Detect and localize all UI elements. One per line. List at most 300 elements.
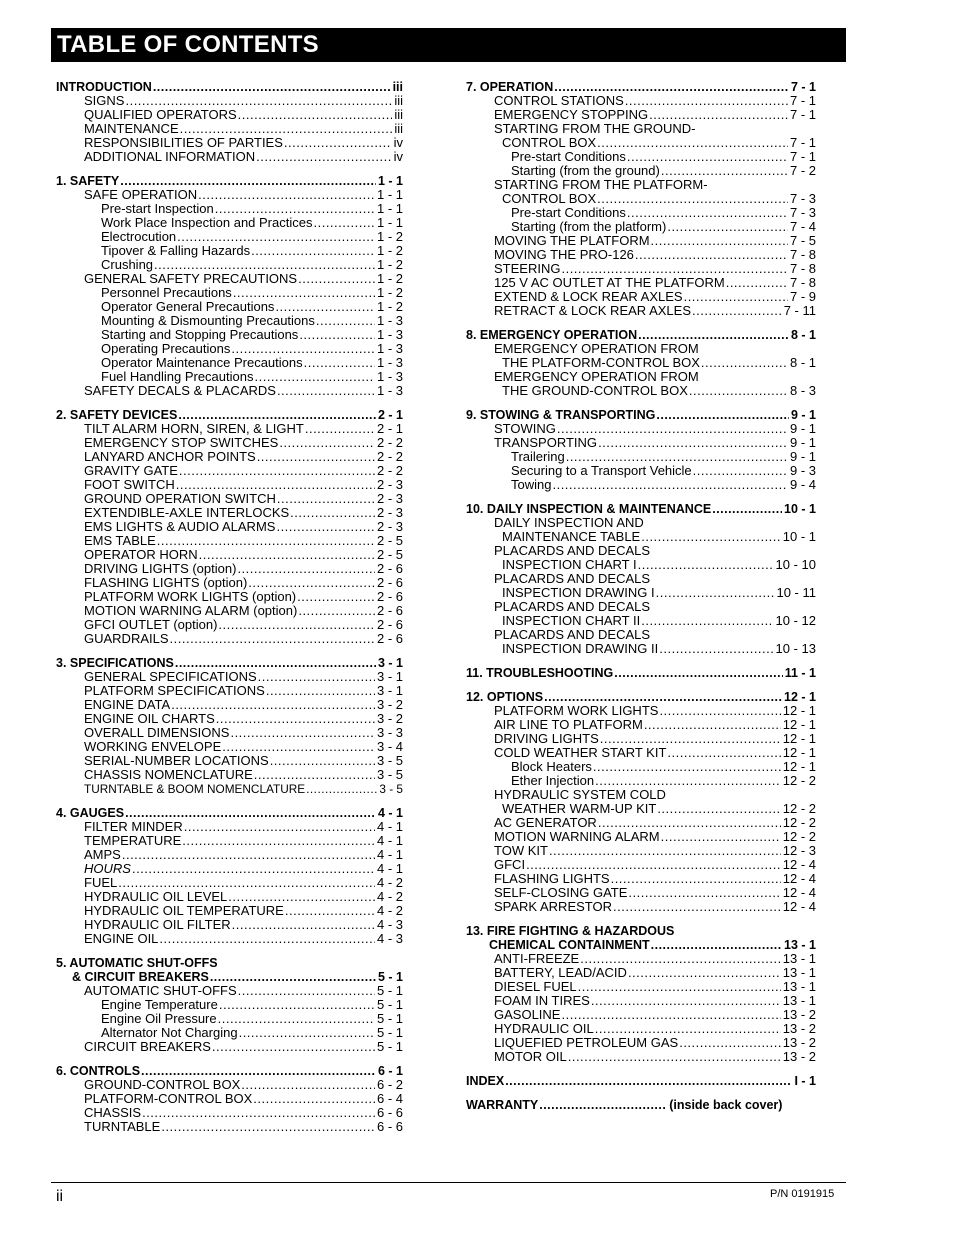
- dot-leader: [316, 314, 375, 328]
- toc-entry-label: STOWING: [494, 421, 556, 436]
- toc-entry[interactable]: [466, 760, 816, 774]
- toc-entry[interactable]: [56, 604, 403, 618]
- toc-entry-label: INSPECTION DRAWING II: [502, 641, 659, 656]
- toc-entry-page: 2 - 3: [376, 505, 403, 520]
- footer-divider: [51, 1182, 846, 1183]
- dot-leader: [120, 174, 376, 188]
- toc-entry-label: INSPECTION CHART I: [502, 557, 637, 572]
- dot-leader: [178, 408, 376, 422]
- toc-entry[interactable]: [466, 178, 816, 192]
- toc-entry[interactable]: [466, 802, 816, 816]
- toc-entry-label: GRAVITY GATE: [84, 463, 178, 478]
- toc-entry-label: MOTION WARNING ALARM (option): [84, 603, 298, 618]
- toc-entry-page: 13 - 1: [782, 979, 816, 994]
- toc-entry[interactable]: [56, 436, 403, 450]
- toc-chapter-entry[interactable]: [56, 970, 403, 984]
- toc-entry[interactable]: [56, 272, 403, 286]
- toc-entry-label: THE PLATFORM-CONTROL BOX: [502, 355, 700, 370]
- toc-entry-page: 8 - 3: [789, 383, 816, 398]
- toc-chapter-entry[interactable]: [56, 408, 403, 422]
- toc-entry[interactable]: [56, 342, 403, 356]
- toc-entry[interactable]: [466, 248, 816, 262]
- toc-entry[interactable]: [466, 262, 816, 276]
- toc-entry-label: MOVING THE PRO-126: [494, 247, 634, 262]
- toc-chapter-entry[interactable]: [56, 80, 403, 94]
- toc-entry-page: 1 - 2: [376, 285, 403, 300]
- toc-entry[interactable]: [56, 230, 403, 244]
- toc-entry-label: SERIAL-NUMBER LOCATIONS: [84, 753, 269, 768]
- dot-leader: [554, 80, 789, 94]
- toc-chapter-entry[interactable]: [466, 938, 816, 952]
- toc-chapter-entry[interactable]: [56, 1064, 403, 1078]
- toc-entry[interactable]: [466, 544, 816, 558]
- toc-entry[interactable]: [466, 966, 816, 980]
- dot-leader: [591, 994, 781, 1008]
- toc-entry-page: 10 - 1: [782, 529, 816, 544]
- toc-entry-page: 6 - 4: [376, 1091, 403, 1106]
- toc-entry-page: 7 - 1: [789, 149, 816, 164]
- toc-entry[interactable]: [466, 1022, 816, 1036]
- toc-entry-page: 10 - 11: [776, 585, 816, 600]
- dot-leader: [549, 844, 781, 858]
- toc-entry-page: 7 - 5: [789, 233, 816, 248]
- toc-entry-label: INDEX: [466, 1074, 505, 1088]
- toc-entry-page: 6 - 1: [377, 1064, 403, 1078]
- toc-entry[interactable]: [466, 558, 816, 572]
- dot-leader: [238, 984, 375, 998]
- toc-entry-page: 2 - 2: [376, 449, 403, 464]
- toc-entry[interactable]: [466, 192, 816, 206]
- toc-entry[interactable]: [466, 164, 816, 178]
- toc-entry-page: 1 - 3: [376, 383, 403, 398]
- page-title: TABLE OF CONTENTS: [57, 31, 319, 58]
- toc-entry-label: RETRACT & LOCK REAR AXLES: [494, 303, 691, 318]
- toc-entry-page: 12 - 4: [782, 899, 816, 914]
- dot-leader: [598, 816, 781, 830]
- toc-entry-label: TRANSPORTING: [494, 435, 598, 450]
- toc-entry[interactable]: [56, 202, 403, 216]
- toc-entry-label: PLATFORM SPECIFICATIONS: [84, 683, 265, 698]
- toc-entry-label: SELF-CLOSING GATE: [494, 885, 628, 900]
- dot-leader: [305, 422, 375, 436]
- toc-entry-label: HYDRAULIC SYSTEM COLD: [494, 787, 666, 802]
- toc-entry[interactable]: [466, 572, 816, 586]
- toc-entry[interactable]: [466, 774, 816, 788]
- toc-chapter-entry[interactable]: [466, 666, 816, 680]
- toc-entry-page: 5 - 1: [376, 997, 403, 1012]
- toc-entry[interactable]: [56, 918, 403, 932]
- toc-entry[interactable]: [56, 216, 403, 230]
- toc-entry-label: MAINTENANCE: [84, 121, 179, 136]
- toc-entry-page: 13 - 1: [782, 993, 816, 1008]
- toc-entry[interactable]: [56, 314, 403, 328]
- toc-entry[interactable]: [466, 304, 816, 318]
- toc-chapter-entry[interactable]: [466, 1098, 816, 1112]
- toc-section: [56, 80, 403, 164]
- toc-entry[interactable]: [466, 858, 816, 872]
- toc-entry[interactable]: [56, 782, 403, 796]
- toc-entry[interactable]: [56, 94, 403, 108]
- toc-entry-page: 4 - 3: [376, 931, 403, 946]
- toc-entry[interactable]: [466, 290, 816, 304]
- toc-entry[interactable]: [56, 548, 403, 562]
- toc-entry[interactable]: [466, 642, 816, 656]
- toc-entry[interactable]: [466, 1050, 816, 1064]
- toc-entry[interactable]: [466, 436, 816, 450]
- toc-section: [56, 656, 403, 796]
- toc-entry[interactable]: [56, 492, 403, 506]
- toc-entry[interactable]: [56, 108, 403, 122]
- toc-entry[interactable]: [56, 932, 403, 946]
- toc-chapter-entry[interactable]: [466, 690, 816, 704]
- toc-entry-page: 10 - 13: [775, 641, 816, 656]
- toc-entry-label: GUARDRAILS: [84, 631, 169, 646]
- toc-entry-label: AMPS: [84, 847, 121, 862]
- toc-entry[interactable]: [466, 450, 816, 464]
- toc-entry[interactable]: [466, 94, 816, 108]
- toc-entry[interactable]: [466, 886, 816, 900]
- toc-chapter-entry[interactable]: [466, 502, 816, 516]
- toc-entry-label: WEATHER WARM-UP KIT: [502, 801, 657, 816]
- toc-entry-label: ENGINE OIL CHARTS: [84, 711, 215, 726]
- dot-leader: [132, 862, 375, 876]
- toc-entry-label: TOW KIT: [494, 843, 548, 858]
- toc-entry-page: 13 - 1: [782, 951, 816, 966]
- toc-entry-page: 12 - 4: [782, 885, 816, 900]
- dot-leader: [170, 632, 375, 646]
- dot-leader: [118, 876, 375, 890]
- toc-chapter-entry[interactable]: [466, 924, 816, 938]
- toc-entry-label: EMERGENCY OPERATION FROM: [494, 369, 699, 384]
- title-bar: [51, 28, 846, 62]
- toc-entry[interactable]: [466, 614, 816, 628]
- toc-chapter-entry[interactable]: [466, 80, 816, 94]
- dot-leader: [597, 136, 788, 150]
- toc-entry[interactable]: [56, 768, 403, 782]
- toc-entry-page: 12 - 4: [782, 871, 816, 886]
- toc-entry-label: CIRCUIT BREAKERS: [84, 1039, 211, 1054]
- toc-entry[interactable]: [56, 384, 403, 398]
- toc-entry[interactable]: [56, 618, 403, 632]
- toc-entry[interactable]: [56, 984, 403, 998]
- toc-entry[interactable]: [56, 576, 403, 590]
- toc-entry-label: CONTROL STATIONS: [494, 93, 624, 108]
- toc-entry[interactable]: [56, 422, 403, 436]
- toc-entry[interactable]: [466, 220, 816, 234]
- toc-entry[interactable]: [466, 356, 816, 370]
- toc-entry[interactable]: [466, 122, 816, 136]
- toc-entry-label: 2. SAFETY DEVICES: [56, 408, 178, 422]
- toc-entry-label: Personnel Precautions: [101, 285, 232, 300]
- toc-entry[interactable]: [56, 848, 403, 862]
- toc-entry[interactable]: [56, 712, 403, 726]
- toc-entry-page: 12 - 2: [782, 773, 816, 788]
- toc-section: [466, 328, 816, 398]
- toc-entry-page: 9 - 4: [789, 477, 816, 492]
- toc-entry-page: 4 - 1: [377, 806, 403, 820]
- toc-chapter-entry[interactable]: [56, 806, 403, 820]
- dot-leader: [661, 830, 781, 844]
- toc-entry-label: FUEL: [84, 875, 118, 890]
- toc-entry-label: 8. EMERGENCY OPERATION: [466, 328, 638, 342]
- toc-chapter-entry[interactable]: [466, 1074, 816, 1088]
- toc-entry-label: EMS LIGHTS & AUDIO ALARMS: [84, 519, 276, 534]
- dot-leader: [212, 1040, 375, 1054]
- toc-entry-label: OPERATOR HORN: [84, 547, 198, 562]
- toc-entry-label: DRIVING LIGHTS: [494, 731, 599, 746]
- toc-entry[interactable]: [466, 530, 816, 544]
- toc-entry[interactable]: [466, 342, 816, 356]
- toc-entry[interactable]: [56, 670, 403, 684]
- toc-entry-label: WARRANTY: [466, 1098, 539, 1112]
- toc-section: [466, 408, 816, 492]
- toc-chapter-entry[interactable]: [466, 408, 816, 422]
- toc-entry-page: 4 - 3: [376, 917, 403, 932]
- toc-entry[interactable]: [466, 586, 816, 600]
- toc-entry[interactable]: [56, 754, 403, 768]
- toc-entry[interactable]: [56, 820, 403, 834]
- toc-entry-page: 11 - 1: [784, 666, 816, 680]
- toc-entry[interactable]: [56, 698, 403, 712]
- toc-entry-page: 12 - 1: [782, 717, 816, 732]
- toc-entry[interactable]: [466, 952, 816, 966]
- toc-entry-label: LANYARD ANCHOR POINTS: [84, 449, 256, 464]
- toc-entry-label: Mounting & Dismounting Precautions: [101, 313, 315, 328]
- dot-leader: [270, 754, 375, 768]
- toc-entry[interactable]: [466, 600, 816, 614]
- dot-leader: [230, 726, 375, 740]
- toc-entry[interactable]: [466, 704, 816, 718]
- toc-entry[interactable]: [56, 188, 403, 202]
- toc-chapter-entry[interactable]: [466, 328, 816, 342]
- toc-section: [56, 956, 403, 1054]
- toc-entry[interactable]: [56, 450, 403, 464]
- toc-entry[interactable]: [56, 834, 403, 848]
- dot-leader: [290, 506, 375, 520]
- toc-entry[interactable]: [56, 1040, 403, 1054]
- dot-leader: [142, 1106, 375, 1120]
- toc-entry-page: 7 - 11: [783, 303, 816, 318]
- toc-entry[interactable]: [466, 1036, 816, 1050]
- dot-leader: [628, 886, 780, 900]
- toc-entry[interactable]: [56, 862, 403, 876]
- toc-entry[interactable]: [56, 1092, 403, 1106]
- toc-entry-page: 13 - 2: [782, 1007, 816, 1022]
- dot-leader: [628, 966, 781, 980]
- toc-section: [466, 502, 816, 656]
- dot-leader: [125, 806, 376, 820]
- toc-entry[interactable]: [56, 520, 403, 534]
- dot-leader: [701, 356, 788, 370]
- toc-entry[interactable]: [466, 816, 816, 830]
- toc-entry-label: Ether Injection: [511, 773, 595, 788]
- toc-entry[interactable]: [56, 478, 403, 492]
- toc-entry[interactable]: [466, 732, 816, 746]
- dot-leader: [641, 530, 781, 544]
- toc-entry[interactable]: [466, 234, 816, 248]
- toc-entry-page: 1 - 1: [377, 174, 403, 188]
- toc-entry[interactable]: [466, 276, 816, 290]
- toc-entry[interactable]: [56, 1026, 403, 1040]
- toc-entry-label: COLD WEATHER START KIT: [494, 745, 667, 760]
- toc-entry[interactable]: [466, 994, 816, 1008]
- toc-entry-label: SAFE OPERATION: [84, 187, 198, 202]
- toc-entry-label: FOOT SWITCH: [84, 477, 175, 492]
- toc-entry[interactable]: [466, 718, 816, 732]
- toc-entry[interactable]: [56, 244, 403, 258]
- toc-entry[interactable]: [56, 1078, 403, 1092]
- toc-entry-label: PLACARDS AND DECALS: [494, 543, 651, 558]
- toc-entry[interactable]: [56, 632, 403, 646]
- toc-entry[interactable]: [56, 1012, 403, 1026]
- dot-leader: [219, 998, 375, 1012]
- toc-entry[interactable]: [56, 136, 403, 150]
- toc-entry[interactable]: [56, 122, 403, 136]
- toc-entry[interactable]: [56, 876, 403, 890]
- toc-entry-page: 4 - 1: [376, 847, 403, 862]
- toc-chapter-entry[interactable]: [56, 174, 403, 188]
- toc-entry[interactable]: [56, 150, 403, 164]
- toc-entry[interactable]: [466, 628, 816, 642]
- toc-entry[interactable]: [466, 1008, 816, 1022]
- dot-leader: [248, 576, 375, 590]
- toc-entry[interactable]: [466, 478, 816, 492]
- toc-entry[interactable]: [466, 422, 816, 436]
- dot-leader: [712, 502, 782, 516]
- toc-entry[interactable]: [56, 506, 403, 520]
- toc-entry[interactable]: [466, 206, 816, 220]
- toc-entry[interactable]: [56, 328, 403, 342]
- toc-entry-page: 9 - 1: [790, 408, 816, 422]
- toc-entry-page: 4 - 1: [376, 819, 403, 834]
- dot-leader: [256, 150, 391, 164]
- toc-entry-label: HOURS: [84, 861, 131, 876]
- toc-entry[interactable]: [466, 108, 816, 122]
- toc-entry[interactable]: [466, 464, 816, 478]
- dot-leader: [298, 604, 375, 618]
- toc-entry[interactable]: [56, 562, 403, 576]
- toc-entry-page: 6 - 2: [376, 1077, 403, 1092]
- toc-chapter-entry[interactable]: [56, 656, 403, 670]
- toc-entry[interactable]: [56, 904, 403, 918]
- dot-leader: [644, 718, 781, 732]
- toc-entry-label: HYDRAULIC OIL FILTER: [84, 917, 231, 932]
- toc-entry[interactable]: [466, 384, 816, 398]
- dot-leader: [159, 932, 375, 946]
- toc-entry-page: 5 - 1: [377, 970, 403, 984]
- toc-section: [466, 924, 816, 1064]
- toc-chapter-entry[interactable]: [56, 956, 403, 970]
- toc-entry-label: EXTEND & LOCK REAR AXLES: [494, 289, 683, 304]
- toc-entry[interactable]: [56, 464, 403, 478]
- toc-entry[interactable]: [56, 726, 403, 740]
- dot-leader: [304, 356, 375, 370]
- toc-entry-page: 8 - 1: [789, 355, 816, 370]
- toc-entry-page: 10 - 12: [775, 613, 816, 628]
- toc-entry-label: 10. DAILY INSPECTION & MAINTENANCE: [466, 502, 712, 516]
- toc-entry-page: 12 - 4: [782, 857, 816, 872]
- dot-leader: [561, 1008, 780, 1022]
- toc-entry-page: 13 - 1: [782, 965, 816, 980]
- toc-entry-page: 12 - 2: [782, 829, 816, 844]
- dot-leader: [257, 450, 375, 464]
- toc-entry-page: 13 - 2: [782, 1049, 816, 1064]
- toc-entry-page: 1 - 3: [376, 341, 403, 356]
- toc-entry-label: AUTOMATIC SHUT-OFFS: [84, 983, 237, 998]
- toc-entry-page: 9 - 1: [789, 435, 816, 450]
- dot-leader: [679, 1036, 781, 1050]
- toc-entry-label: PLACARDS AND DECALS: [494, 627, 651, 642]
- toc-entry-page: 2 - 6: [376, 589, 403, 604]
- toc-entry[interactable]: [56, 258, 403, 272]
- toc-entry-label: GROUND OPERATION SWITCH: [84, 491, 276, 506]
- toc-section: [56, 408, 403, 646]
- toc-entry-page: 12 - 1: [782, 745, 816, 760]
- toc-entry[interactable]: [56, 356, 403, 370]
- toc-entry[interactable]: [466, 844, 816, 858]
- dot-leader: [239, 1026, 375, 1040]
- toc-entry-page: 4 - 2: [376, 875, 403, 890]
- toc-entry[interactable]: [466, 150, 816, 164]
- toc-entry-label: PLATFORM WORK LIGHTS: [494, 703, 659, 718]
- toc-entry[interactable]: [466, 136, 816, 150]
- toc-entry[interactable]: [56, 534, 403, 548]
- toc-entry[interactable]: [466, 830, 816, 844]
- toc-entry[interactable]: [466, 872, 816, 886]
- toc-entry[interactable]: [56, 1120, 403, 1134]
- toc-entry[interactable]: [466, 516, 816, 530]
- toc-entry[interactable]: [466, 746, 816, 760]
- toc-entry-label: Securing to a Transport Vehicle: [511, 463, 692, 478]
- dot-leader: [614, 666, 782, 680]
- toc-entry[interactable]: [56, 590, 403, 604]
- toc-entry-label: SAFETY DECALS & PLACARDS: [84, 383, 276, 398]
- dot-leader: [544, 690, 782, 704]
- toc-entry[interactable]: [466, 788, 816, 802]
- toc-entry[interactable]: [56, 370, 403, 384]
- toc-entry-label: STARTING FROM THE GROUND-: [494, 121, 696, 136]
- dot-leader: [659, 642, 773, 656]
- toc-entry[interactable]: [466, 980, 816, 994]
- toc-entry[interactable]: [56, 890, 403, 904]
- toc-entry[interactable]: [56, 1106, 403, 1120]
- dot-leader: [649, 108, 788, 122]
- toc-entry[interactable]: [56, 998, 403, 1012]
- toc-entry[interactable]: [56, 740, 403, 754]
- toc-entry-page: 1 - 2: [376, 243, 403, 258]
- toc-entry[interactable]: [56, 684, 403, 698]
- toc-entry-label: Starting (from the platform): [511, 219, 667, 234]
- toc-entry-label: 5. AUTOMATIC SHUT-OFFS: [56, 956, 218, 970]
- toc-entry-label: Tipover & Falling Hazards: [101, 243, 251, 258]
- toc-entry[interactable]: [56, 300, 403, 314]
- toc-entry-label: WORKING ENVELOPE: [84, 739, 222, 754]
- dot-leader: [284, 136, 392, 150]
- toc-entry-label: FOAM IN TIRES: [494, 993, 590, 1008]
- toc-entry[interactable]: [466, 900, 816, 914]
- toc-section: [56, 1064, 403, 1134]
- dot-leader: [198, 188, 375, 202]
- toc-entry-label: MOTION WARNING ALARM: [494, 829, 660, 844]
- dot-leader: [210, 970, 376, 984]
- toc-entry[interactable]: [56, 286, 403, 300]
- dot-leader: [218, 1012, 375, 1026]
- toc-entry[interactable]: [466, 370, 816, 384]
- toc-left-column: [56, 80, 403, 1144]
- toc-entry-label: TURNTABLE & BOOM NOMENCLATURE: [84, 782, 306, 796]
- dot-leader: [176, 478, 375, 492]
- toc-entry-page: 5 - 1: [376, 1011, 403, 1026]
